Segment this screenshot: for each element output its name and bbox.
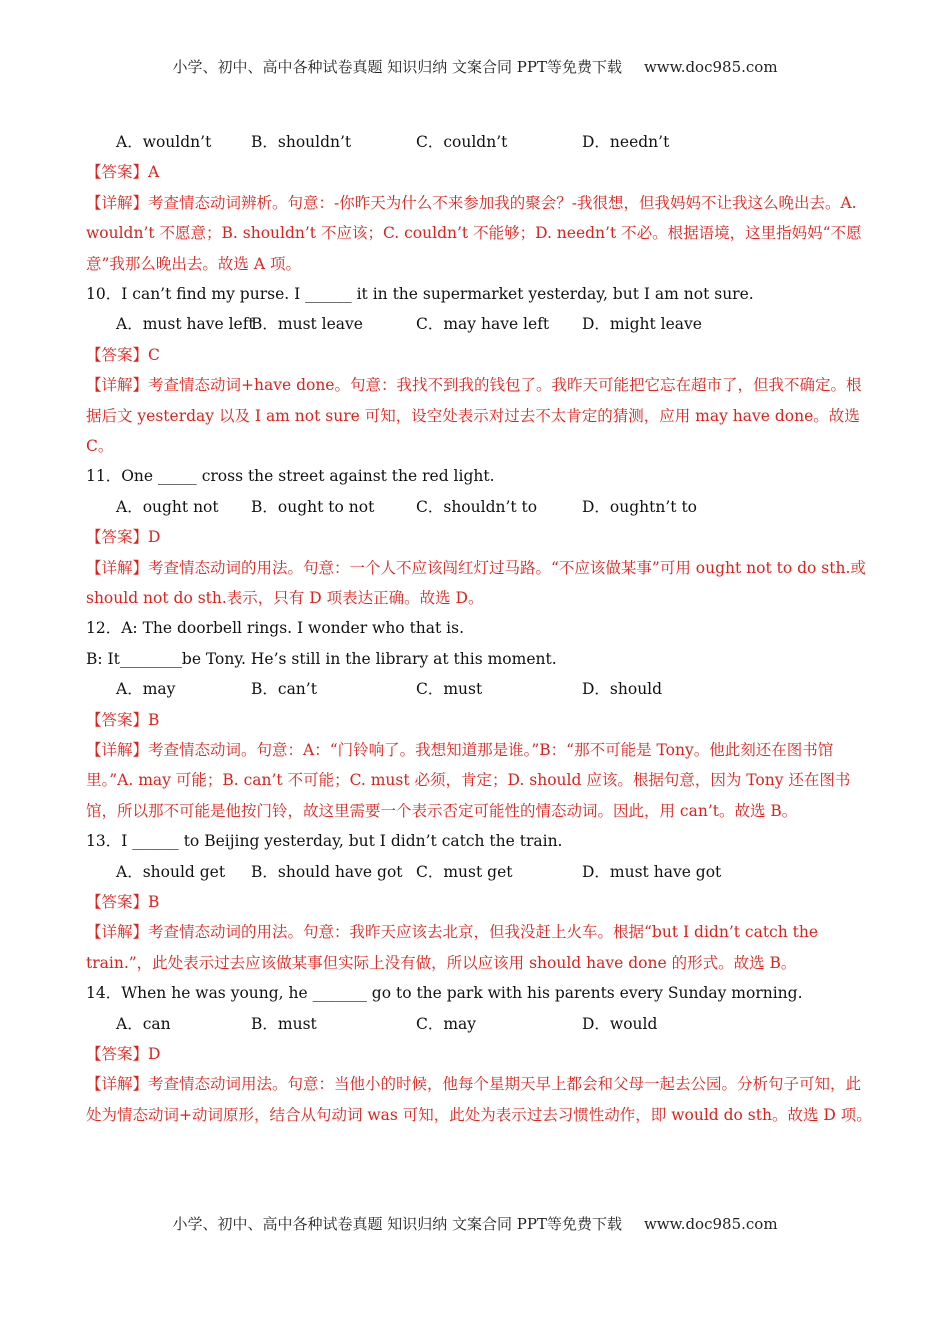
page-footer (0, 1213, 950, 1234)
option-c[interactable]: C．must get (416, 862, 513, 881)
option-b[interactable]: B．shouldn’t (251, 133, 352, 151)
option-d[interactable]: D．would (582, 1014, 658, 1033)
option-c[interactable]: C．may have left (416, 315, 550, 334)
explanation-q10: 【详解】考查情态动词+have done。句意：我找不到我的钱包了。我昨天可能把它忘在超市了，但我不确定。根据后文 yesterday 以及 I am not sure 可知，设空处表示对过去不太肯定的猜测，应用 may have done。故选 C。 (86, 376, 862, 455)
question-13: 13．I ______ to Beijing yesterday, but I didn’t catch the train. (86, 832, 563, 851)
option-b[interactable]: B．ought to not (251, 497, 375, 516)
answer-q13: 【答案】B (86, 892, 160, 911)
options-q13 (86, 857, 876, 887)
footer-site-link[interactable]: www.doc985.com (643, 1215, 778, 1233)
question-10: 10．I can’t find my purse. I ______ it in the supermarket yesterday, but I am not sure. (86, 285, 754, 303)
option-c[interactable]: C．shouldn’t to (416, 497, 538, 516)
option-b[interactable]: B．can’t (251, 680, 317, 699)
answer-q14: 【答案】D (86, 1044, 161, 1063)
option-a[interactable]: A．can (116, 1014, 171, 1033)
options-q12 (86, 674, 876, 704)
explanation-q14: 【详解】考查情态动词用法。句意：当他小的时候，他每个星期天早上都会和父母一起去公园。分析句子可知，此处为情态动词+动词原形，结合从句动词 was 可知，此处为表示过去习惯性动作，即 would do sth。故选 D 项。 (86, 1075, 872, 1124)
explanation-q12: 【详解】考查情态动词。句意：A：“门铃响了。我想知道那是谁。”B：“那不可能是 Tony。他此刻还在图书馆里。”A. may 可能；B. can’t 不可能；C. must 必须，肯定；D. should 应该。根据句意，因为 Tony 还在图书馆，所以那不可能是他按门铃，故这里需要一个表示否定可能性的情态动词。因此，用 can’t。故选 B。 (86, 740, 851, 820)
option-d[interactable]: D．might leave (582, 315, 702, 334)
options-q11 (86, 492, 876, 522)
page-header (0, 56, 950, 77)
option-a[interactable]: A．wouldn’t (116, 133, 212, 151)
option-a[interactable]: A．ought not (116, 497, 219, 516)
option-a[interactable]: A．must have left (116, 315, 255, 334)
option-b[interactable]: B．must (251, 1014, 317, 1033)
option-d[interactable]: D．must have got (582, 862, 722, 881)
option-a[interactable]: A．should get (116, 862, 226, 881)
question-14: 14．When he was young, he _______ go to the park with his parents every Sunday morning. (86, 984, 803, 1003)
answer-q11: 【答案】D (86, 528, 161, 547)
options-q10 (86, 309, 876, 339)
footer-text: 小学、初中、高中各种试卷真题 知识归纳 文案合同 PPT等免费下载 (172, 1215, 622, 1233)
answer-q12: 【答案】B (86, 710, 160, 729)
question-12-line2: B: It________be Tony. He’s still in the library at this moment. (86, 649, 557, 668)
question-11: 11．One _____ cross the street against the red light. (86, 467, 495, 486)
document-body (86, 127, 876, 1130)
option-c[interactable]: C．may (416, 1014, 477, 1033)
options-q9 (86, 127, 876, 157)
explanation-q11: 【详解】考查情态动词的用法。句意：一个人不应该闯红灯过马路。“不应该做某事”可用 ought not to do sth.或 should not do sth.表示，只有 D 项表达正确。故选 D。 (86, 558, 866, 607)
header-text: 小学、初中、高中各种试卷真题 知识归纳 文案合同 PPT等免费下载 (172, 58, 622, 76)
option-d[interactable]: D．oughtn’t to (582, 497, 698, 516)
option-c[interactable]: C．must (416, 680, 483, 699)
explanation-q9: 【详解】考查情态动词辨析。句意：-你昨天为什么不来参加我的聚会？-我很想，但我妈妈不让我这么晚出去。A. wouldn’t 不愿意；B. shouldn’t 不应该；C. couldn’t 不能够；D. needn’t 不必。根据语境，这里指妈妈“不愿意”我那么晚出去。故选 A 项。 (86, 193, 862, 273)
question-12: 12．A: The doorbell rings. I wonder who that is. (86, 619, 465, 638)
option-a[interactable]: A．may (116, 680, 176, 699)
option-d[interactable]: D．should (582, 680, 663, 699)
options-q14 (86, 1009, 876, 1039)
answer-q9: 【答案】A (86, 163, 160, 182)
option-b[interactable]: B．must leave (251, 315, 363, 334)
explanation-q13: 【详解】考查情态动词的用法。句意：我昨天应该去北京，但我没赶上火车。根据“but I didn’t catch the train.”，此处表示过去应该做某事但实际上没有做，所以应该用 should have done 的形式。故选 B。 (86, 923, 819, 972)
option-d[interactable]: D．needn’t (582, 133, 670, 151)
option-b[interactable]: B．should have got (251, 862, 403, 881)
option-c[interactable]: C．couldn’t (416, 133, 508, 151)
header-site-link[interactable]: www.doc985.com (643, 58, 778, 76)
answer-q10: 【答案】C (86, 345, 160, 364)
